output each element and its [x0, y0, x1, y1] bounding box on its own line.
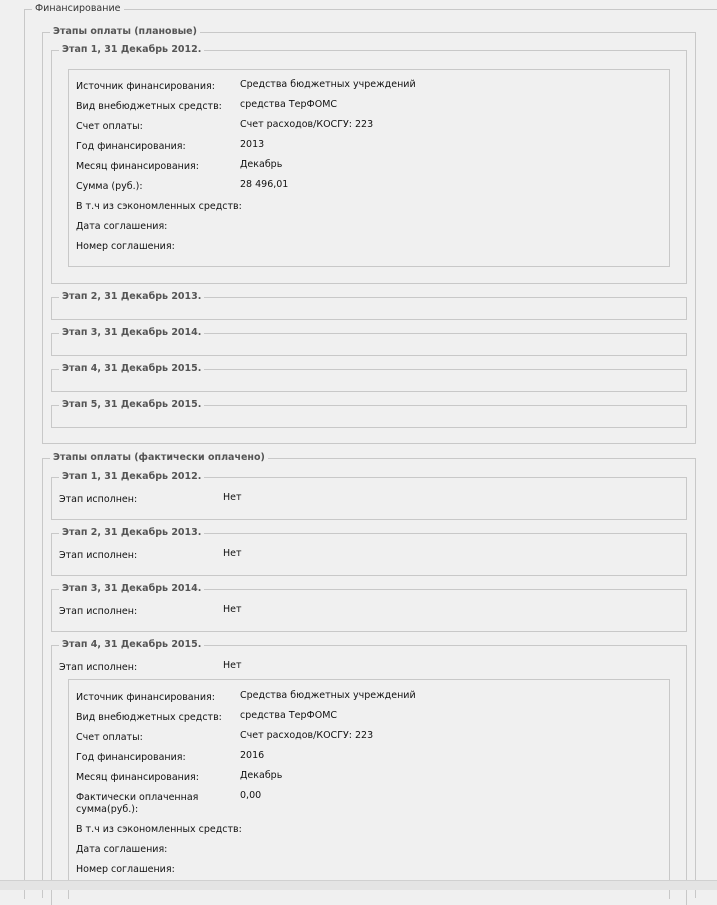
detail-label: Вид внебюджетных средств: — [76, 712, 222, 723]
actual-stage-4-title: Этап 4, 31 Декабрь 2015. — [59, 639, 204, 651]
detail-label: Вид внебюджетных средств: — [76, 101, 222, 112]
planned-stage-2 — [51, 291, 687, 320]
stage-done-label: Этап исполнен: — [59, 494, 138, 505]
bottom-edge — [0, 880, 717, 890]
detail-label: В т.ч из сэкономленных средств: — [76, 824, 242, 835]
planned-stage-1-title: Этап 1, 31 Декабрь 2012. — [59, 44, 204, 56]
actual-stage-2 — [51, 527, 687, 576]
detail-value: средства ТерФОМС — [240, 710, 338, 721]
planned-stage-4-title: Этап 4, 31 Декабрь 2015. — [59, 363, 204, 375]
detail-label: Номер соглашения: — [76, 864, 175, 875]
detail-value: 28 496,01 — [240, 179, 289, 190]
actual-stage-3 — [51, 583, 687, 632]
detail-value: 0,00 — [240, 790, 262, 801]
detail-label: Сумма (руб.): — [76, 181, 143, 192]
detail-value: Средства бюджетных учреждений — [240, 690, 416, 701]
stage-done-label: Этап исполнен: — [59, 550, 138, 561]
detail-label: Дата соглашения: — [76, 221, 168, 232]
planned-stage-4 — [51, 363, 687, 392]
detail-label: Счет оплаты: — [76, 121, 143, 132]
detail-value: Декабрь — [240, 770, 283, 781]
detail-value: 2013 — [240, 139, 265, 150]
detail-label: Источник финансирования: — [76, 81, 215, 92]
detail-value: Счет расходов/КОСГУ: 223 — [240, 730, 374, 741]
stage-done-value: Нет — [223, 492, 242, 503]
actual-stage-2-title: Этап 2, 31 Декабрь 2013. — [59, 527, 204, 539]
actual-legend: Этапы оплаты (фактически оплачено) — [50, 452, 268, 464]
detail-value: Счет расходов/КОСГУ: 223 — [240, 119, 374, 130]
planned-stage-5 — [51, 399, 687, 428]
detail-label: Месяц финансирования: — [76, 161, 199, 172]
detail-label: Номер соглашения: — [76, 241, 175, 252]
stage-done-label: Этап исполнен: — [59, 662, 138, 673]
detail-label: Дата соглашения: — [76, 844, 168, 855]
detail-label: Год финансирования: — [76, 752, 186, 763]
detail-label: Фактически оплаченная сумма(руб.): — [76, 792, 199, 815]
planned-stage-3-title: Этап 3, 31 Декабрь 2014. — [59, 327, 204, 339]
stage-done-label: Этап исполнен: — [59, 606, 138, 617]
stage-done-value: Нет — [223, 660, 242, 671]
detail-value: 2016 — [240, 750, 265, 761]
planned-stage-5-title: Этап 5, 31 Декабрь 2015. — [59, 399, 204, 411]
stage-done-value: Нет — [223, 604, 242, 615]
planned-stage-2-title: Этап 2, 31 Декабрь 2013. — [59, 291, 204, 303]
detail-value: Декабрь — [240, 159, 283, 170]
detail-value: средства ТерФОМС — [240, 99, 338, 110]
detail-label: В т.ч из сэкономленных средств: — [76, 201, 242, 212]
detail-label: Месяц финансирования: — [76, 772, 199, 783]
planned-legend: Этапы оплаты (плановые) — [50, 26, 200, 38]
actual-stage-3-title: Этап 3, 31 Декабрь 2014. — [59, 583, 204, 595]
detail-label: Источник финансирования: — [76, 692, 215, 703]
actual-stage-1-title: Этап 1, 31 Декабрь 2012. — [59, 471, 204, 483]
planned-stage-3 — [51, 327, 687, 356]
detail-label: Счет оплаты: — [76, 732, 143, 743]
detail-value: Средства бюджетных учреждений — [240, 79, 416, 90]
detail-label: Год финансирования: — [76, 141, 186, 152]
financing-legend: Финансирование — [32, 3, 124, 15]
stage-done-value: Нет — [223, 548, 242, 559]
actual-stage-1 — [51, 471, 687, 520]
